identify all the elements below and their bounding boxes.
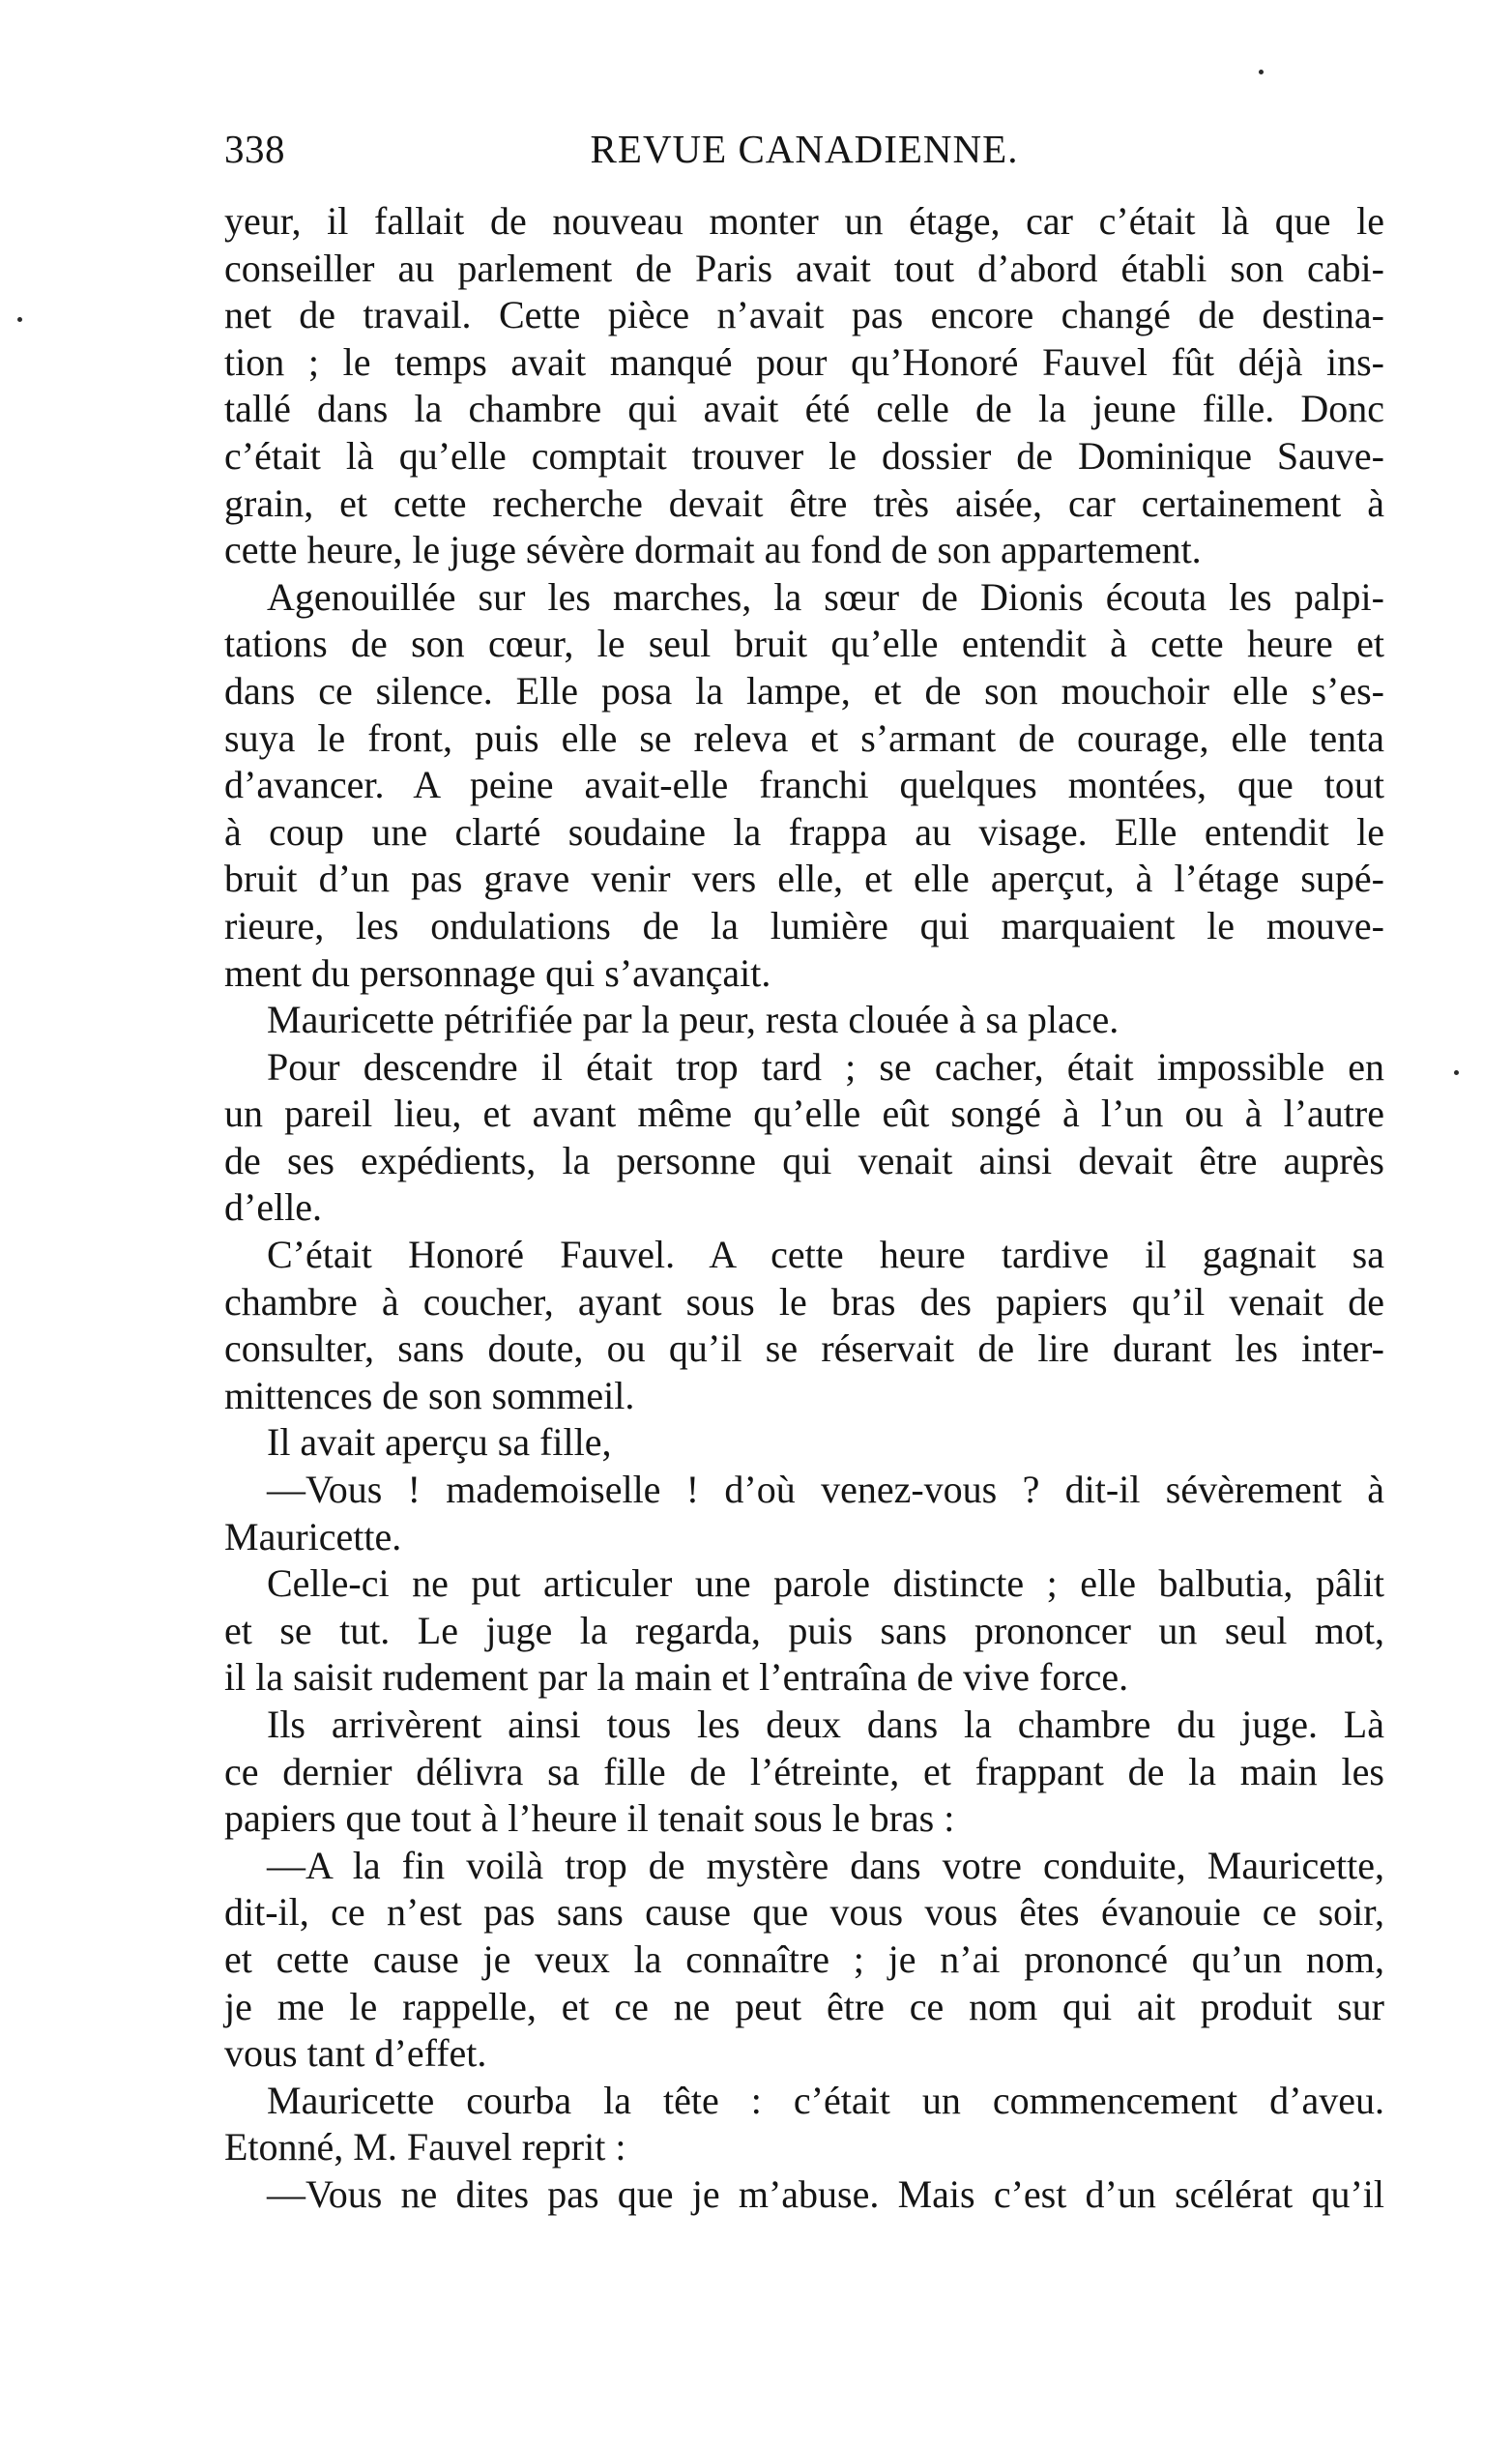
running-head	[224, 126, 1384, 184]
text-line: c’était là qu’elle comptait trouver le dossier de Dominique Sauve-	[224, 433, 1384, 478]
text-line: mittences de son sommeil.	[224, 1373, 635, 1417]
text-line: Mauricette pétrifiée par la peur, resta clouée à sa place.	[267, 998, 1119, 1042]
journal-title: REVUE CANADIENNE.	[590, 127, 1019, 171]
text-line: tion ; le temps avait manqué pour qu’Honoré Fauvel fût déjà ins-	[224, 339, 1384, 384]
page-number: 338	[224, 127, 285, 171]
text-line: dit-il, ce n’est pas sans cause que vous vous êtes évanouie ce soir,	[224, 1890, 1384, 1935]
text-line: suya le front, puis elle se releva et s’armant de courage, elle tenta	[224, 715, 1384, 760]
stray-ink-mark	[1454, 1070, 1459, 1075]
stray-ink-mark	[1259, 70, 1264, 74]
text-line: d’avancer. A peine avait-elle franchi quelques montées, que tout	[224, 763, 1384, 807]
text-line: —Vous ! mademoiselle ! d’où venez-vous ? dit-il sévèrement à	[267, 1468, 1384, 1512]
text-line: grain, et cette recherche devait être très aisée, car certainement à	[224, 480, 1384, 525]
text-line: Ils arrivèrent ainsi tous les deux dans la chambre du juge. Là	[267, 1703, 1384, 1746]
text-line: papiers que tout à l’heure il tenait sous le bras :	[224, 1796, 955, 1841]
text-line: yeur, il fallait de nouveau monter un étage, car c’était là que le	[224, 199, 1384, 243]
text-line: chambre à coucher, ayant sous le bras des papiers qu’il venait de	[224, 1279, 1384, 1324]
text-line: d’elle.	[224, 1185, 323, 1230]
text-line: et se tut. Le juge la regarda, puis sans prononcer un seul mot,	[224, 1608, 1384, 1652]
text-line: bruit d’un pas grave venir vers elle, et elle aperçut, à l’étage supé-	[224, 857, 1384, 901]
stray-ink-mark	[17, 317, 22, 322]
text-line: je me le rappelle, et ce ne peut être ce nom qui ait produit sur	[224, 1984, 1384, 2028]
text-line: tations de son cœur, le seul bruit qu’elle entendit à cette heure et	[224, 622, 1384, 666]
text-line: Mauricette.	[224, 1514, 402, 1558]
text-line: rieure, les ondulations de la lumière qui marquaient le mouve-	[224, 903, 1384, 947]
text-line: net de travail. Cette pièce n’avait pas encore changé de destina-	[224, 293, 1384, 337]
text-line: —A la fin voilà trop de mystère dans votre conduite, Mauricette,	[267, 1843, 1384, 1887]
text-line: Agenouillée sur les marches, la sœur de Dionis écouta les palpi-	[267, 574, 1384, 619]
text-line: et cette cause je veux la connaître ; je n’ai prononcé qu’un nom,	[224, 1936, 1384, 1981]
text-line: C’était Honoré Fauvel. A cette heure tardive il gagnait sa	[267, 1233, 1384, 1277]
text-line: ce dernier délivra sa fille de l’étreinte, et frappant de la main les	[224, 1749, 1384, 1793]
body-text	[224, 198, 1384, 2219]
text-line: ment du personnage qui s’avançait.	[224, 950, 771, 995]
text-line: Celle-ci ne put articuler une parole distincte ; elle balbutia, pâlit	[267, 1561, 1384, 1606]
text-line: de ses expédients, la personne qui venait ainsi devait être auprès	[224, 1138, 1384, 1182]
text-line: —Vous ne dites pas que je m’abuse. Mais c’est d’un scélérat qu’il	[267, 2171, 1384, 2216]
text-line: un pareil lieu, et avant même qu’elle eût songé à l’un ou à l’autre	[224, 1092, 1384, 1136]
text-line: Il avait aperçu sa fille,	[267, 1420, 612, 1465]
text-line: il la saisit rudement par la main et l’entraîna de vive force.	[224, 1655, 1129, 1700]
text-line: tallé dans la chambre qui avait été celle de la jeune fille. Donc	[224, 387, 1384, 431]
text-line: conseiller au parlement de Paris avait tout d’abord établi son cabi-	[224, 246, 1384, 290]
text-line: cette heure, le juge sévère dormait au fond de son appartement.	[224, 528, 1202, 572]
text-line: dans ce silence. Elle posa la lampe, et de son mouchoir elle s’es-	[224, 668, 1384, 713]
text-line: consulter, sans doute, ou qu’il se réservait de lire durant les inter-	[224, 1326, 1384, 1371]
text-line: Pour descendre il était trop tard ; se cacher, était impossible en	[267, 1044, 1384, 1089]
text-line: Mauricette courba la tête : c’était un commencement d’aveu.	[267, 2078, 1384, 2122]
text-line: à coup une clarté soudaine la frappa au visage. Elle entendit le	[224, 809, 1384, 854]
text-line: Etonné, M. Fauvel reprit :	[224, 2125, 626, 2169]
text-line: vous tant d’effet.	[224, 2031, 487, 2076]
